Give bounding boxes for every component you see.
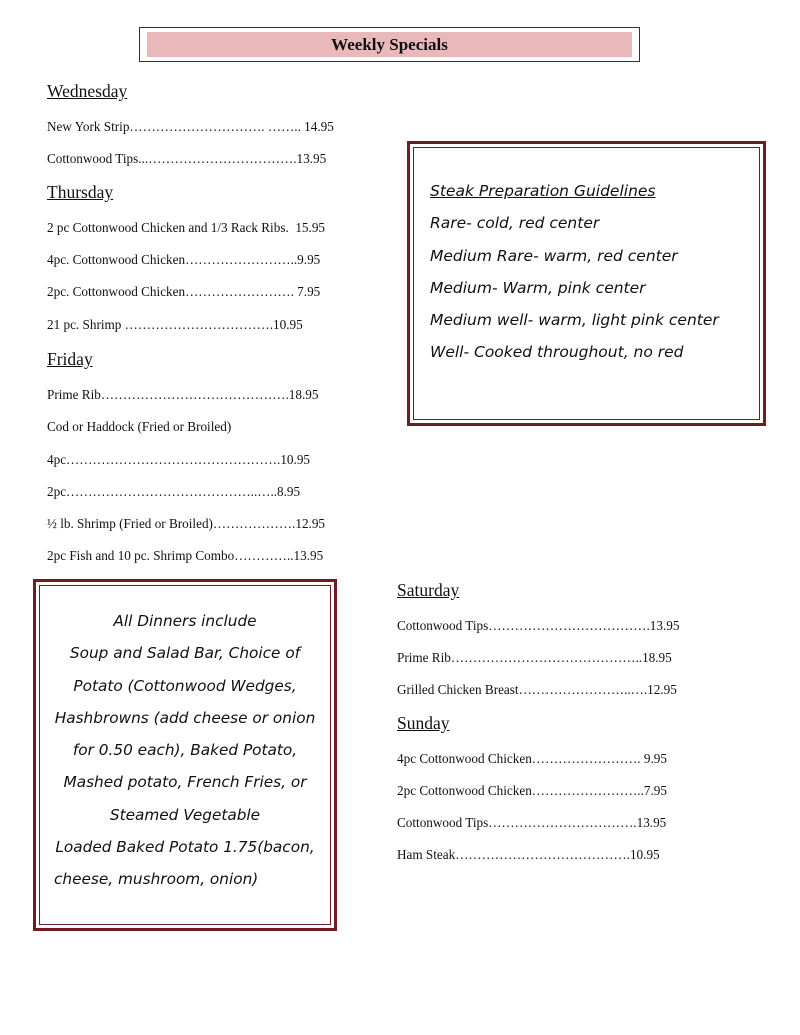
dinner-line: cheese, mushroom, onion) [54, 870, 259, 889]
dinner-line: Mashed potato, French Fries, or [63, 773, 307, 792]
menu-item: 2 pc Cottonwood Chicken and 1/3 Rack Ribs. 15.95 [47, 220, 326, 235]
menu-item: 4pc. Cottonwood Chicken……………………..9.95 [47, 252, 321, 267]
day-heading-saturday: Saturday [397, 580, 460, 600]
menu-item: 4pc………………………………………….10.95 [47, 452, 311, 467]
day-heading-friday: Friday [47, 349, 93, 369]
title-box [139, 27, 640, 62]
menu-item: 2pc Cottonwood Chicken……………………..7.95 [397, 783, 667, 798]
day-heading-thursday: Thursday [47, 182, 114, 202]
menu-item: Cottonwood Tips...…………………………….13.95 [47, 151, 327, 166]
page-title: Weekly Specials [147, 32, 632, 57]
menu-item: 2pc……………………………………..…..8.95 [47, 484, 301, 499]
menu-item: ½ lb. Shrimp (Fried or Broiled)……………….12.95 [47, 516, 326, 531]
menu-item: Cottonwood Tips……………………………….13.95 [397, 618, 680, 633]
menu-item: Prime Rib…………………………………….18.95 [47, 387, 319, 402]
menu-item: 2pc Fish and 10 pc. Shrimp Combo…………..13.95 [47, 548, 324, 563]
menu-item: Cottonwood Tips…………………………….13.95 [397, 815, 667, 830]
steak-guideline-line: Medium- Warm, pink center [430, 278, 646, 297]
dinner-line: Hashbrowns (add cheese or onion [54, 708, 316, 727]
steak-guidelines-box [407, 141, 766, 426]
menu-item: 4pc Cottonwood Chicken……………………. 9.95 [397, 751, 667, 766]
steak-guideline-line: Medium well- warm, light pink center [430, 311, 719, 330]
dinner-line: Steamed Vegetable [109, 805, 261, 824]
menu-item: 21 pc. Shrimp …………………………….10.95 [47, 317, 303, 332]
steak-guidelines-title: Steak Preparation Guidelines [430, 182, 656, 200]
dinner-line: Potato (Cottonwood Wedges, [73, 676, 297, 695]
menu-item: Prime Rib……………………………………..18.95 [397, 650, 672, 665]
steak-guideline-line: Rare- cold, red center [430, 214, 600, 233]
day-heading-wednesday: Wednesday [47, 81, 128, 101]
dinner-line: Soup and Salad Bar, Choice of [69, 644, 301, 663]
dinner-line: for 0.50 each), Baked Potato, [72, 741, 298, 760]
menu-item: New York Strip…………………………. …….. 14.95 [47, 119, 334, 134]
menu-item: 2pc. Cottonwood Chicken……………………. 7.95 [47, 284, 321, 299]
dinners-include-box [33, 579, 337, 931]
day-heading-sunday: Sunday [397, 713, 450, 733]
steak-guideline-line: Medium Rare- warm, red center [430, 246, 678, 265]
steak-guideline-line: Well- Cooked throughout, no red [430, 343, 684, 362]
menu-item: Cod or Haddock (Fried or Broiled) [47, 419, 232, 434]
dinner-line: All Dinners include [113, 612, 257, 630]
menu-item: Ham Steak………………………………….10.95 [397, 847, 660, 862]
dinner-line: Loaded Baked Potato 1.75(bacon, [55, 838, 315, 857]
menu-item: Grilled Chicken Breast……………………..….12.95 [397, 682, 677, 697]
